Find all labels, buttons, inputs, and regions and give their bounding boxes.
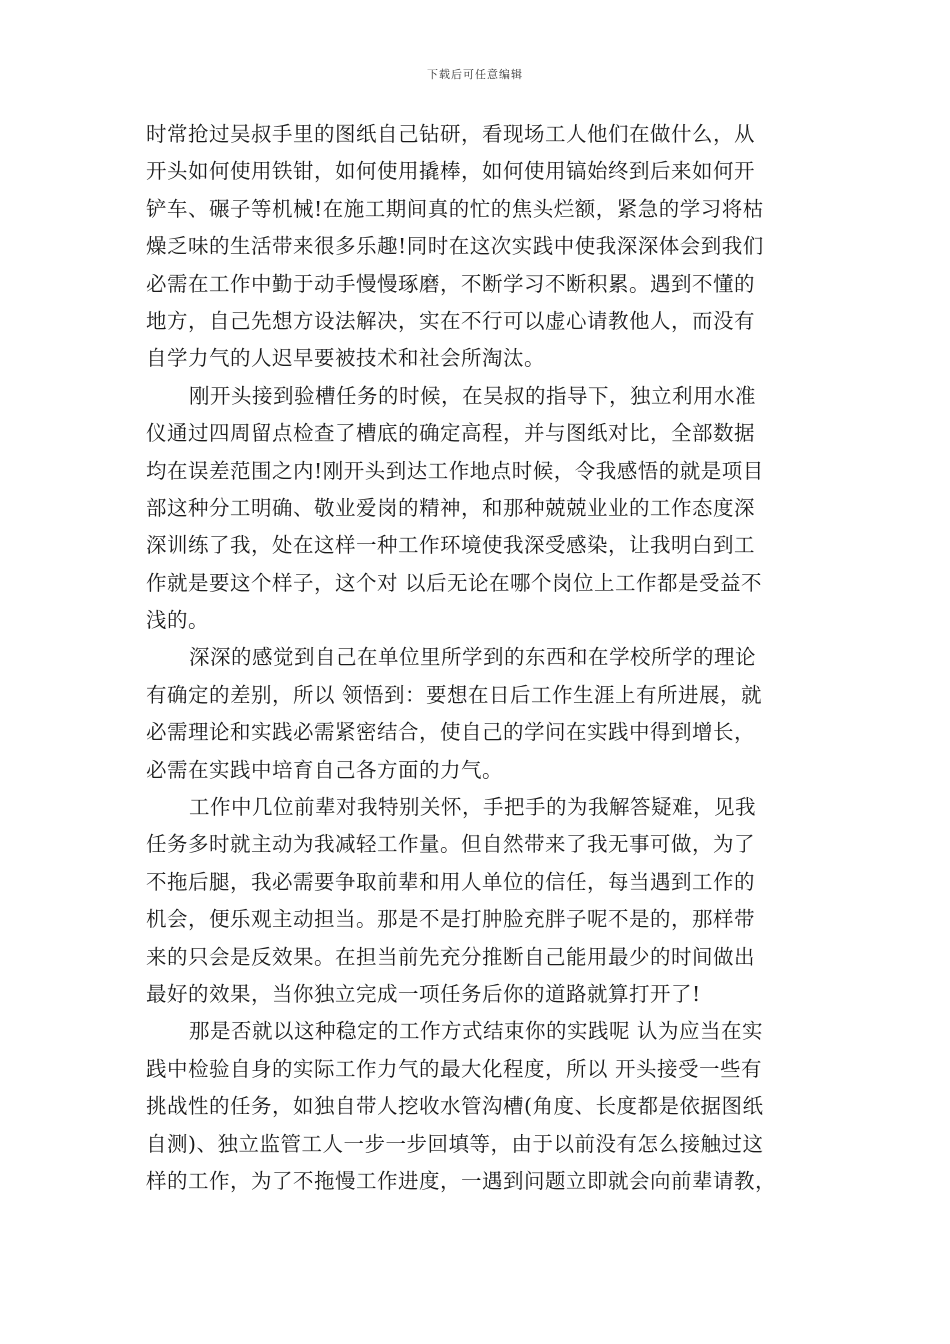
text-line: 地方，自己先想方设法解决，实在不行可以虚心请教他人，而没有 [146,308,755,333]
text-line: 不拖后腿，我必需要争取前辈和用人单位的信任，每当遇到工作的 [146,869,755,894]
text-line: 部这种分工明确、敬业爱岗的精神，和那种兢兢业业的工作态度深 [146,495,755,520]
page-header: 下载后可任意编辑 [427,68,523,81]
text-line: 来的只会是反效果。在担当前先充分推断自己能用最少的时间做出 [146,944,755,969]
paragraph [146,116,816,378]
text-line: 样的工作，为了不拖慢工作进度，一遇到问题立即就会向前辈请教， [146,1168,776,1193]
text-line: 必需理论和实践必需紧密结合，使自己的学问在实践中得到增长， [146,720,755,745]
text-line: 浅的。 [146,608,209,633]
paragraph [146,1013,816,1200]
document-body [146,116,816,1200]
text-line: 必需在工作中勤于动手慢慢琢磨，不断学习不断积累。遇到不懂的 [146,271,755,296]
paragraph [146,789,816,1013]
text-line: 深训练了我，处在这样一种工作环境使我深受感染，让我明白到工 [146,533,755,558]
text-line: 必需在实践中培育自己各方面的力气。 [146,757,503,782]
text-line: 有确定的差别，所以 领悟到：要想在日后工作生涯上有所进展，就 [146,682,763,707]
text-line: 机会，便乐观主动担当。那是不是打肿脸充胖子呢不是的，那样带 [146,907,755,932]
text-line: 自测)、独立监管工人一步一步回填等，由于以前没有怎么接触过这 [146,1131,764,1156]
text-line: 作就是要这个样子，这个对 以后无论在哪个岗位上工作都是受益不 [146,570,763,595]
text-line: 均在误差范围之内!刚开头到达工作地点时候，令我感悟的就是项目 [146,458,764,483]
text-line: 任务多时就主动为我减轻工作量。但自然带来了我无事可做，为了 [146,832,755,857]
text-line: 燥乏味的生活带来很多乐趣!同时在这次实践中使我深深体会到我们 [146,234,764,259]
text-line: 开头如何使用铁钳，如何使用撬棒，如何使用镐始终到后来如何开 [146,159,755,184]
text-line: 挑战性的任务，如独自带人挖收水管沟槽(角度、长度都是依据图纸 [146,1094,764,1119]
text-line: 时常抢过吴叔手里的图纸自己钻研，看现场工人他们在做什么，从 [146,122,755,146]
text-line: 自学力气的人迟早要被技术和社会所淘汰。 [146,346,545,371]
text-line: 深深的感觉到自己在单位里所学到的东西和在学校所学的理论 [189,645,756,670]
text-line: 最好的效果，当你独立完成一项任务后你的道路就算打开了! [146,981,701,1006]
text-line: 工作中几位前辈对我特别关怀，手把手的为我解答疑难，见我 [189,795,756,820]
text-line: 践中检验自身的实际工作力气的最大化程度，所以 开头接受一些有 [146,1056,763,1081]
text-line: 刚开头接到验槽任务的时候，在吴叔的指导下，独立利用水准 [189,383,756,408]
text-line: 铲车、碾子等机械!在施工期间真的忙的焦头烂额，紧急的学习将枯 [146,196,764,221]
paragraph [146,639,816,789]
paragraph [146,378,816,640]
text-line: 那是否就以这种稳定的工作方式结束你的实践呢 认为应当在实 [189,1019,764,1044]
text-line: 仪通过四周留点检查了槽底的确定高程，并与图纸对比，全部数据 [146,421,755,446]
